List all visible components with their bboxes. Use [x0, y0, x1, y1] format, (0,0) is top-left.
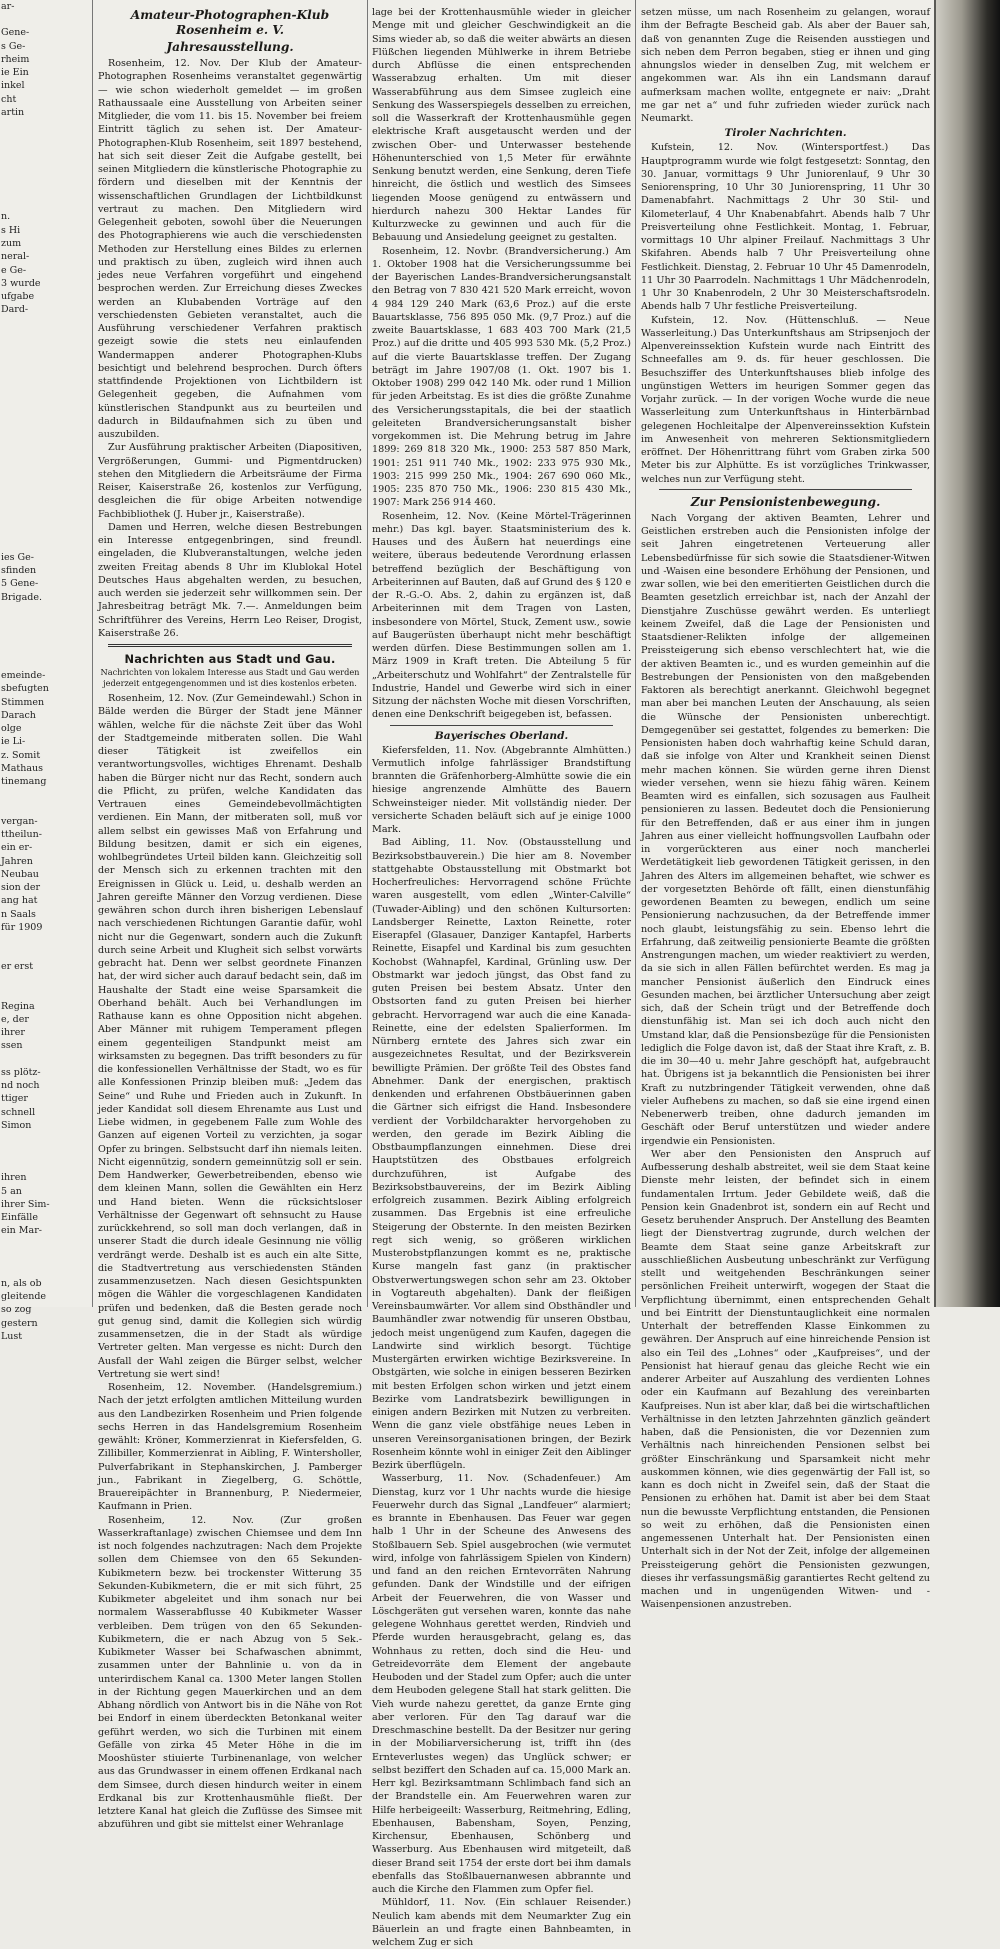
strip-line [0, 1145, 56, 1158]
strip-line [0, 512, 56, 525]
strip-line: 3 wurde [1, 277, 41, 289]
strip-line: ies Ge- [1, 551, 34, 563]
strip-line [0, 1158, 56, 1171]
article-paragraph: lage bei der Krottenhausmühle wieder in gleicher Menge mit und gleicher Geschwindigkeit an die Sims wieder ab, so daß die weiter abwärts an diesen Flüßchen liegenden Mühlwerke in ihrem Betriebe durch Abflüsse die einen entsprechenden Wasserabzug erhalten. Um mit dieser Wasserabführung aus dem Simsee zugleich eine Senkung des Wasserspiegels desselben zu erreichen, soll die Wasserkraft der Krottenhausmühle gegen elektrische Kraft ausgetauscht werden und der zwischen Ober- und Unterwasser bestehende Höhenunterschied von 1,5 Meter für erwähnte Senkung benutzt werden, eine Senkung, deren Tiefe hinreicht, die östlich und westlich des Simsees liegenden Moose genügend zu entwässern und hierdurch nahezu 300 Hektar Landes für Kulturzwecke zu gewinnen und auch für die Bebauung und Ansiedelung geeignet zu gestalten. [372, 7, 631, 244]
strip-line [0, 421, 56, 434]
strip-line: e Ge- [1, 264, 27, 276]
strip-line [0, 1251, 56, 1264]
strip-line: schnell [1, 1106, 36, 1118]
strip-line: e, der [1, 1013, 29, 1025]
section-heading: Nachrichten aus Stadt und Gau. [124, 652, 336, 666]
article-paragraph: Zur Ausführung praktischer Arbeiten (Diapositiven, Vergrößerungen, Gummi- und Pigmentdrucken) stehen den Mitgliedern die Arbeitsräume der Firma Reiser, Kaiserstraße 26, kostenlos zur Verfügung, desgleichen die für obige Arbeiten notwendige Fachbibliothek (J. Huber jr., Kaiserstraße). [98, 442, 362, 520]
strip-line: ufgabe [1, 291, 35, 303]
column-3 [641, 6, 930, 1611]
strip-line [0, 934, 56, 947]
strip-line [0, 947, 56, 960]
strip-line: so zog [1, 1304, 32, 1316]
strip-line: Einfälle [1, 1212, 38, 1224]
strip-line [0, 499, 56, 512]
column-1 [98, 6, 362, 1831]
article-paragraph: Kiefersfelden, 11. Nov. (Abgebrannte Almhütten.) Vermutlich infolge fahrlässiger Brandstiftung brannten die Gräfenhorberg-Almhütte sowie die ein hiesige angrenzende Almhütte des Bauern Schweinsteiger nieder. Mit vollständig nieder. Der versicherte Schaden beläuft sich auf je einige 1000 Mark. [372, 744, 631, 835]
strip-line: Stimmen [1, 696, 45, 708]
strip-line: olge [1, 723, 22, 735]
strip-line [0, 538, 56, 551]
strip-line [0, 171, 56, 184]
strip-line: sfinden [1, 565, 37, 577]
strip-line: n Saals [1, 908, 36, 920]
strip-line [0, 197, 56, 210]
strip-line: ttheilun- [1, 828, 42, 840]
strip-line: Simon [1, 1119, 32, 1131]
strip-line: Brigade. [1, 591, 43, 603]
strip-line: ang hat [1, 895, 38, 907]
strip-line: z. Somit [1, 749, 41, 761]
strip-line [0, 382, 56, 395]
strip-line: gleitende [1, 1291, 47, 1303]
strip-line: 5 Gene- [1, 578, 39, 590]
article-title: Amateur-Photographen-Klub Rosenheim e. V. [130, 8, 330, 37]
strip-line: rheim [1, 53, 30, 65]
article-paragraph: Damen und Herren, welche diesen Bestrebungen ein Interesse entgegenbringen, sind freundl. eingeladen, die Klubveranstaltungen, welche jeden zweiten Freitag abends 8 Uhr im Klublokal Hotel Deutsches Haus abgehalten werden, zu besuchen, auch werden sie jederzeit sehr willkommen sein. Der Jahresbeitrag beträgt Mk. 7.—. Anmeldungen beim Schriftführer des Vereins, Herrn Leo Reiser, Drogist, Kaiserstraße 26. [98, 521, 362, 639]
strip-line: Regina [1, 1000, 35, 1012]
page-edge-shadow [936, 0, 1000, 1307]
strip-line: s Ge- [1, 40, 26, 52]
strip-line [0, 408, 56, 421]
strip-line [0, 369, 56, 382]
strip-line [0, 356, 56, 369]
strip-line: Gene- [1, 27, 30, 39]
strip-line: er erst [1, 961, 34, 973]
strip-line: ihrer Sim- [1, 1198, 50, 1210]
article-paragraph: Rosenheim, 12. Nov. (Keine Mörtel-Trägerinnen mehr.) Das kgl. bayer. Staatsministerium des k. Hauses und des Äußern hat neuerdings eine weitere, überaus bedeutende Verordnung erlassen betreffend bezüglich der Beschäftigung von Arbeiterinnen auf Bauten, daß auf Grund des § 120 e der R.-G.-O. Abs. 2, dahin zu ergänzen ist, daß Arbeiterinnen mit dem Tragen von Lasten, insbesondere von Mörtel, Stuck, Zement usw., sowie auf Baugerüsten überhaupt nicht mehr beschäftigt werden dürfen. Diese Bestimmungen sollen am 1. März 1909 in Kraft treten. Die Abteilung 5 für „Arbeiterschutz und Wohlfahrt“ der Zentralstelle für Industrie, Handel und Gewerbe wird sich in einer Sitzung der nächsten Woche mit diesen Vorschriften, denen eine Denkschrift beigegeben ist, befassen. [372, 510, 631, 721]
strip-line [0, 184, 56, 197]
strip-line [0, 1053, 56, 1066]
strip-line: s Hi [1, 224, 21, 236]
strip-line [0, 617, 56, 630]
strip-line: Darach [1, 709, 36, 721]
strip-line: ein Mar- [1, 1225, 42, 1237]
strip-line [0, 434, 56, 447]
strip-line: ie Li- [1, 736, 26, 748]
strip-line: ss plötz- [1, 1066, 41, 1078]
strip-line: gestern [1, 1317, 38, 1329]
strip-line [0, 525, 56, 538]
section-note: Nachrichten von lokalem Interesse aus Stadt und Gau werden jederzeit entgegengenommen und ist dies kostenlos erbeten. [100, 667, 360, 688]
strip-line [0, 1132, 56, 1145]
strip-line: zum [1, 237, 22, 249]
strip-line: n, als ob [1, 1277, 42, 1289]
strip-line: neral- [1, 251, 30, 263]
article-paragraph: Nach Vorgang der aktiven Beamten, Lehrer und Geistlichen erstreben auch die Pensionisten infolge der seit Jahren eingetretenen Verteuerung aller Lebensbedürfnisse für sich sowie die Staatsdiener-Witwen und -Waisen eine besondere Erhöhung der Pensionen, und zwar sollen, wie bei den emeritierten Geistlichen durch die Beamten gesetzlich erreichbar ist, nach der Anzahl der Dienstjahre Zuschüsse gewährt werden. Es unterliegt keinem Zweifel, daß die Lage der Pensionisten und Staatsdiener-Relikten infolge der allgemeinen Preissteigerung sich ebenso verschlechtert hat, wie die der aktiven Beamten ic., und es wurden gemeinhin auf die Bestrebungen der Pensionisten von den maßgebenden Faktoren als berechtigt anerkannt. Gleichwohl begegnet man aber bei manchen Leuten der Anschauung, als seien die Wünsche der Pensionisten unberechtigt. Demgegenüber sei gestattet, folgendes zu bemerken: Die Pensionisten haben doch wahrhaftig keine Schuld daran, daß sie infolge von Alter und Krankheit seinen Dienst mehr machen können. Sie würden gerne ihren Dienst wieder versehen, wenn sie hiezu fähig wären. Keinem Beamten wird es einfallen, sich sozusagen aus Faulheit pensionieren zu lassen. Bedeutet doch die Pensionierung für den Betreffenden, daß er aus einer ihm in jungen Jahren aus einer vielleicht hoffnungsvollen Laufbahn oder in vorgerückteren aus einer noch mancherlei Werdetätigkeit lieb gewordenen Tätigkeit gerissen, in den Jahren des Alters im allgemeinen behaftet, wie schwer es der vorgesetzten Behörde oft fällt, einen dienstunfähig gewordenen Beamten zu bewegen, endlich um seine Pensionierung nachzusuchen, da der Betreffende immer noch glaubt, leistungsfähig zu sein. Ebenso lehrt die Erfahrung, daß zeitweilig pensionierte Beamte die größten Anstrengungen machen, um wieder reaktiviert zu werden, da sie sich in allen Fällen befürchtet werden. Es mag ja mancher Pensionist äußerlich den Eindruck eines Gesunden machen, bei ärztlicher Untersuchung aber zeigt sich, daß der Schein trügt und der Betreffende doch dienstunfähig ist. Man sei ich doch auch nicht den Umstand klar, daß die Pensionsbezüge für die Pensionisten lediglich die Folge davon ist, daß der Staat ihre Kraft, z. B. die im 30—40 u. mehr Jahre geschöpft hat, aufgebraucht hat. Übrigens ist ja bekanntlich die Pensionisten bei ihrer Kraft zu nutzbringender Tätigkeit verwenden, ohne daß vieler Aufhebens zu machen, so daß sie eine irgend einen Nebenerwerb treiben, ohne dadurch jemanden im Geschäft oder Beruf unterstützen und wieder andere irgendwie ein Pensionisten. [641, 512, 930, 1147]
strip-line [0, 974, 56, 987]
strip-line [0, 330, 56, 343]
section-heading: Zur Pensionistenbewegung. [690, 494, 881, 509]
strip-line: tinemang [1, 776, 47, 788]
strip-line [0, 987, 56, 1000]
strip-line: Lust [1, 1330, 23, 1342]
strip-line: ihren [1, 1172, 27, 1184]
strip-line: vergan- [1, 815, 38, 827]
strip-line: ein er- [1, 842, 33, 854]
strip-line [0, 158, 56, 171]
strip-line: 5 an [1, 1185, 22, 1197]
strip-line: Mathaus [1, 763, 43, 775]
strip-line: Neubau [1, 868, 39, 880]
article-paragraph: Kufstein, 12. Nov. (Hüttenschluß. — Neue Wasserleitung.) Das Unterkunftshaus am Stripsenjoch der Alpenvereinssektion Kufstein wurde nach Eintritt des Schneefalles am 9. ds. für heuer geschlossen. Die Besuchsziffer des Unterkunftshauses blieb infolge des ungünstigen Wetters im heurigen Sommer gegen das Vorjahr zurück. — In der vorigen Woche wurde die neue Wasserleitung zum Unterkunftshaus in Hinterbärnbad gelegenen Hochleitalpe der Alpenvereinssektion Kufstein im Anwesenheit von mehreren Sektionsmitgliedern eröffnet. Der Höhenrittrang führt vom Graben zirka 500 Meter bis zur Alphütte. Es ist vorzügliches Trinkwasser, welches nun zur Verfügung steht. [641, 314, 930, 485]
strip-line [0, 604, 56, 617]
strip-line: inkel [1, 80, 25, 92]
strip-line [0, 119, 56, 132]
article-paragraph: Rosenheim, 12. Nov. Der Klub der Amateur-Photographen Rosenheims veranstaltet gegenwärtig — wie schon wiederholt gemeldet — im großen Rathaussaale eine Ausstellung von Arbeiten seiner Mitglieder, die vom 11. bis 15. November bei freiem Eintritt täglich zu sehen ist. Der Amateur-Photographen-Klub Rosenheim, seit 1897 bestehend, hat sich seit dieser Zeit die Aufgabe gestellt, bei seinen Mitgliedern die künstlerische Photographie zu fördern und dieselben mit der Kenntnis der wissenschaftlichen Grundlagen der Lichtbildkunst vertraut zu machen. Den Mitgliedern wird Gelegenheit geboten, sowohl über die Neuerungen des Photographierens wie auch die verschiedensten Methoden zur Herstellung eines Bildes zu erlernen und praktisch zu üben, zugleich wird ihnen auch jedes neue Verfahren vorgeführt und eingehend besprochen werden. Zur Erreichung dieses Zweckes werden an Klubabenden Vorträge auf den verschiedensten Gebieten veranstaltet, auch die Ausführung verschiedener Verfahren praktisch gezeigt sowie die stets neu einlaufenden Wandermappen anderer Photographen-Klubs besichtigt und belehrend besprochen. Durch öfters stattfindende Projektionen von Lichtbildern ist Gelegenheit gegeben, die Aufnahmen vom künstlerischen Standpunkt aus zu beurteilen und dadurch in Bildaufnahmen sich zu üben und auszubilden. [98, 58, 362, 440]
strip-line [0, 460, 56, 473]
article-paragraph: Wer aber den Pensionisten den Anspruch auf Aufbesserung deshalb abstreitet, weil sie dem Staat keine Dienste mehr leisten, der befindet sich in einem fundamentalen Irrtum. Jeder Gebildete weiß, daß die Pension kein Gnadenbrot ist, sondern ein auf Recht und Gesetz beruhender Anspruch. Der Anstellung des Beamten liegt der Dienstvertrag zugrunde, durch welchen der Beamte dem Staat seine ganze Arbeitskraft zur ausschließlichen Ausbeutung unbeschränkt zur Verfügung stellt und weitgehenden Beschränkungen seiner persönlichen Freiheit unterwirft, wogegen der Staat die Verpflichtung übernimmt, einen entsprechenden Gehalt und bei Eintritt der Dienstuntauglichkeit eine normalen Unterhalt der betreffenden Klasse Einkommen zu gewähren. Der Anspruch auf eine hinreichende Pension ist also ein Teil des „Lohnes“ oder „Kaufpreises“, und der Pensionist hat hierauf genau das gleiche Recht wie ein anderer Arbeiter auf Auszahlung des verdienten Lohnes oder ein Kaufmann auf Bezahlung des vereinbarten Kaufpreises. Nun ist aber klar, daß bei die wirtschaftlichen Verhältnisse in den letzten Jahrzehnten gänzlich geändert haben, daß die Pensionisten, die vor Dezennien zum Verhältnis nach hinreichenden Pensionen selbst bei größter Einschränkung und Sparsamkeit nicht mehr auskommen können, wie dies gegenwärtig der Fall ist, so kann es doch nicht in Zweifel sein, daß der Staat die Pensionen zu erhöhen hat. Damit ist aber bei dem Staat nun die bewusste Verpflichtung entstanden, die Pensionen so weit zu erhöhen, daß die Pensionisten einen angemessenen Unterhalt hat. Der Pensionisten einen Unterhalt sich in der Not der Zeit, infolge der allgemeinen Preissteigerung gehört die Pensionisten gezwungen, dieses ihr verfassungsmäßig garantiertes Recht geltend zu machen und in ungenügenden Witwen- und -Waisenpensionen anzustreben. [641, 1148, 930, 1611]
article-paragraph: Wasserburg, 11. Nov. (Schadenfeuer.) Am Dienstag, kurz vor 1 Uhr nachts wurde die hiesige Feuerwehr durch das Signal „Landfeuer“ alarmiert; es brannte in Ebenhausen. Das Feuer war gegen halb 1 Uhr in der Scheune des Anwesens des Stoßlbauern Seb. Spiel ausgebrochen (wie vermutet wird, infolge von fahrlässigem Spielen von Kindern) und fand an den reichen Erntevorräten Nahrung gefunden. Dank der Windstille und der eifrigen Arbeit der Feuerwehren, die von Wasser und Löschgeräten gut versehen waren, konnte das nahe gelegene Wohnhaus gerettet werden, Rindvieh und Pferde wurden herausgebracht, gelang es, das Wohnhaus zu retten, doch sind die Heu- und Getreidevorräte dem Element der angebaute Heuboden und der Stadel zum Opfer; auch die unter dem Heuboden gelegene Stall hat stark gelitten. Die Vieh wurde nahezu gerettet, da ganze Ernte ging aber verloren. Für den Tag darauf war die Dreschmaschine bestellt. Da der Besitzer nur gering in der Mobiliarversicherung ist, trifft ihn (des Ernteverlustes wegen) das Unglück schwer; er selbst beziffert den Schaden auf ca. 15,000 Mark an. Herr kgl. Bezirksamtmann Schlimbach fand sich an der Brandstelle ein. Am Feuerwehren waren zur Hilfe herbeigeeilt: Wasserburg, Reitmehring, Edling, Ebenhausen, Babensham, Soyen, Penzing, Kirchensur, Ebenhausen, Schönberg und Wasserburg. Aus Ebenhausen wird mitgeteilt, daß dieser Brand seit 1754 der erste dort bei ihm damals ebenfalls das Stoßlbauernanwesen abbrannte und auch die Kirche den Flammen zum Opfer fiel. [372, 1473, 631, 1895]
strip-line: Dard- [1, 304, 29, 316]
section-divider [390, 725, 613, 726]
section-heading: Tiroler Nachrichten. [724, 127, 847, 140]
strip-line: cht [1, 93, 17, 105]
strip-line: ihrer [1, 1027, 25, 1039]
article-paragraph: Rosenheim, 12. Novbr. (Brandversicherung.) Am 1. Oktober 1908 hat die Versicherungssumme bei der Bayerischen Landes-Brandversicherungsanstalt den Betrag von 7 830 421 520 Mark erreicht, wovon 4 984 129 240 Mark (63,6 Proz.) auf die erste Bauartsklasse, 756 895 050 Mk. (9,7 Proz.) auf die zweite Bauartsklasse, 1 683 403 700 Mark (21,5 Proz.) auf die dritte und 405 993 530 Mk. (5,2 Proz.) auf die vierte Bauartsklasse treffen. Der Zugang beträgt im Jahre 1907/08 (1. Okt. 1907 bis 1. Oktober 1908) 299 042 140 Mk. oder rund 1 Million für jeden Arbeitstag. Es ist dies die größte Zunahme des Versicherungsstapitals, die bei der staatlich geleiteten Brandversicherungsanstalt bisher vorgekommen ist. Die Mehrung betrug im Jahre 1899: 269 818 320 Mk., 1900: 253 587 850 Mark, 1901: 251 911 740 Mk., 1902: 233 975 930 Mk., 1903: 215 999 250 Mk., 1904: 267 690 060 Mk., 1905: 235 870 750 Mk., 1906: 230 815 430 Mk., 1907: Mark 256 914 460. [372, 245, 631, 509]
article-paragraph: Rosenheim, 12. Nov. (Zur Gemeindewahl.) Schon in Bälde werden die Bürger der Stadt jene Männer wählen, welche für die nächste Zeit über das Wohl der Stadtgemeinde mitberaten sollen. Die Wahl dieser Tätigkeit ist zweifellos ein verantwortungsvolles, wichtiges Ehrenamt. Deshalb haben die Bürger nicht nur das Recht, sondern auch die Pflicht, zu prüfen, welche Kandidaten das Vertrauen eines Gemeindebevollmächtigten verdienen. Ein Mann, der mitberaten soll, muß vor allem selbst ein gewisses Maß von Erfahrung und Bildung besitzen, damit er sich ein eigenes, wohlbegründetes Urteil bilden kann. Gleichzeitig soll der Mensch sich zu erkennen trachten mit den Ereignissen in Glück u. Leid, u. deshalb werden an Jahren gereifte Männer den Vorzug verdienen. Diese gewähren schon durch ihren bisherigen Lebenslauf nach verschiedenen Richtungen Garantie dafür, wohl nicht nur die Gegenwart, sondern auch die Zukunft durch seine Arbeit und Klugheit sich selbst vorwärts gebracht hat. Denn wer selbst geordnete Finanzen hat, der wird sicher auch darauf bedacht sein, daß im Haushalte der Stadt eine weise Sparsamkeit die Oberhand behält. Auch bei Verhandlungen im Rathause kann es ohne Opposition nicht abgehen. Aber Männer mit ruhigem Temperament pflegen einem gegenteiligen Standpunkt meist am wirksamsten zu begegnen. Das trifft besonders zu für die konfessionellen Verhältnisse der Stadt, wo es für alle Konfessionen Prinzip bleiben muß: „Jedem das Seine“ und Ruhe und Frieden auch in Zukunft. In jeder Kandidat soll diesem Ehrenamte aus Lust und Liebe widmen, in gegebenem Falle zum Wohle des Ganzen auf eigenen Vorteil zu verzichten, ja sogar Opfer zu bringen. Selbstsucht darf ihn niemals leiten. Nicht eigennützig, sondern gemeinnützig soll er sein. Dem Handwerker, Gewerbetreibenden, ebenso wie dem kleinen Mann, sollen die Gewählten ein Herz und Hand bieten. Wenn die rücksichtsloser Verhältnisse der Gegenwart oft sehnsucht zu Hause zurückkehrend, so soll man doch verlangen, daß in unserer Stadt die durch ideale Gesinnung nie völlig verdrängt werde. Deshalb ist es auch ein alte Sitte, die Stadtvertretung aus verschiedensten Ständen zusammenzusetzen. Nach diesen Gesichtspunkten mögen die Wähler die vorgeschlagenen Kandidaten prüfen und bedenken, daß die Besten gerade noch gut genug sind, damit die Kollegien sich würdig zusammensetzen, die in der Stadt als würdige Vertreter gelten. Man vergesse es nicht: Durch den Ausfall der Wahl zeigen die Bürger selbst, welcher Vertretung sie wert sind! [98, 693, 362, 1380]
strip-line [0, 13, 56, 26]
strip-line: nd noch [1, 1080, 40, 1092]
strip-line: ssen [1, 1040, 23, 1052]
strip-line: emeinde- [1, 669, 46, 681]
section-heading: Bayerisches Oberland. [434, 729, 569, 742]
strip-line [0, 447, 56, 460]
strip-line [0, 395, 56, 408]
strip-line [0, 789, 56, 802]
strip-line [0, 1264, 56, 1277]
strip-line: sbefugten [1, 683, 49, 695]
article-subtitle: Jahresausstellung. [166, 40, 294, 54]
strip-line: ie Ein [1, 67, 29, 79]
strip-line [0, 643, 56, 656]
strip-line [0, 802, 56, 815]
article-paragraph: Rosenheim, 12. Nov. (Zur großen Wasserkraftanlage) zwischen Chiemsee und dem Inn ist noch folgendes nachzutragen: Nach dem Projekte sollen dem Chiemsee von den 65 Sekunden-Kubikmetern bezw. bei trockenster Witterung 35 Sekunden-Kubikmetern, die er mit sich führt, 25 Kubikmeter abgeleitet und ihm sonach nur bei normalem Wasserabflusse 40 Kubikmeter Wasser verbleiben. Dem trügen von den 65 Sekunden-Kubikmetern, die er nach Abzug von 5 Sek.-Kubikmeter Wasser bei Schafwaschen abnimmt, zusammen unter der Bahnlinie u. von da in unterirdischem Kanal ca. 1300 Meter langen Stollen in der Richtung gegen Mauerkirchen und an dem Abhang nördlich von Antwort bis in die Nähe von Rot bei Endorf in einem überdeckten Betonkanal weiter geführt werden, wo sich die Turbinen mit einem Gefälle von zirka 45 Meter Höhe in die im Mooshüster stiuierte Turbinenanlage, von welcher aus das Grundwasser in einem offenen Erdkanal nach dem Simsee, durch diesen hindurch weiter in einem Erdkanal bis zur Krottenhausmühle fließt. Der letztere Kanal hat gleich die Zuflüsse des Simsee mit abzuführen und gibt sie mittelst einer Wehranlage [98, 1514, 362, 1831]
strip-line [0, 343, 56, 356]
strip-line [0, 630, 56, 643]
strip-line [0, 132, 56, 145]
left-adjacent-page-strip [0, 0, 56, 1342]
column-rule-1 [367, 0, 368, 1307]
strip-line [0, 317, 56, 330]
column-rule-left [92, 0, 93, 1307]
article-paragraph: Rosenheim, 12. November. (Handelsgremium.) Nach der jetzt erfolgten amtlichen Mitteilung wurden aus den Landbezirken Rosenheim und Prien folgende sechs Herren in das Handelsgremium Rosenheim gewählt: Kröner, Kommerzienrat in Kiefersfelden, G. Zillibiller, Kommerzienrat in Aibling, F. Wintersholler, Pulverfabrikant in Stephanskirchen, J. Pamberger jun., Fabrikant in Ziegelberg, G. Schöttle, Brauereipächter in Brannenburg, P. Niedermeier, Kaufmann in Prien. [98, 1382, 362, 1513]
strip-line: artin [1, 107, 25, 119]
column-rule-2 [635, 0, 636, 1307]
strip-line: ttiger [1, 1093, 28, 1105]
strip-line: für 1909 [1, 921, 43, 933]
strip-line [0, 486, 56, 499]
section-divider [108, 644, 352, 647]
section-divider [659, 489, 912, 490]
strip-line: n. [1, 211, 11, 223]
strip-line: Jahren [1, 855, 33, 867]
strip-line: sion der [1, 882, 41, 894]
strip-line [0, 473, 56, 486]
article-paragraph: setzen müsse, um nach Rosenheim zu gelangen, worauf ihm der Befragte Bescheid gab. Als aber der Bauer sah, daß von genannten Zuge die Reisenden ausstiegen und sich neben dem Perron begaben, stieg er ihnen und ging ahnungslos wieder in denselben Zug, mit welchem er angekommen war. Als ihn ein Landsmann darauf aufmerksam machen wollte, entgegnete er naiv: „Draht me gar net a“ und fuhr zufrieden wieder zurück nach Neumarkt. [641, 7, 930, 124]
strip-line [0, 1238, 56, 1251]
article-paragraph: Kufstein, 12. Nov. (Wintersportfest.) Das Hauptprogramm wurde wie folgt festgesetzt: Sonntag, den 30. Januar, vormittags 9 Uhr Juniorenlauf, 9 Uhr 30 Seniorenspring, 10 Uhr 30 Juniorenspring, 11 Uhr 30 Damenabfahrt. Nachmittags 2 Uhr 30 Stil- und Kilometerlauf, 4 Uhr Knabenabfahrt. Abends halb 7 Uhr Preisverteilung ohne Festlichkeit. Montag, 1. Februar, vormittags 10 Uhr alpiner Freilauf. Nachmittags 3 Uhr Skifahren. Abends halb 7 Uhr Preisverteilung ohne Festlichkeit. Dienstag, 2. Februar 10 Uhr 45 Damenrodeln, 11 Uhr 30 Paarrodeln. Nachmittags 1 Uhr Mädchenrodeln, 1 Uhr 30 Knabenrodeln, 2 Uhr 30 Meisterschaftsrodeln. Abends halb 7 Uhr festliche Preisverteilung. [641, 142, 930, 313]
article-paragraph: Mühldorf, 11. Nov. (Ein schlauer Reisender.) Neulich kam abends mit dem Neumarkter Zug ein Bäuerlein an und fragte einen Bahnbeamten, in welchem Zug er sich [372, 1897, 631, 1948]
strip-line [0, 656, 56, 669]
column-2 [372, 6, 631, 1948]
strip-line [0, 145, 56, 158]
strip-line: ar- [1, 1, 15, 12]
article-paragraph: Bad Aibling, 11. Nov. (Obstausstellung und Bezirksobstbauverein.) Die hier am 8. November stattgehabte Obstausstellung mit Obstmarkt bot Hocherfreuliches: Hervorragend schöne Früchte waren ausgestellt, vom edlen „Winter-Calville“ (Tuwader-Aibling) und den schönen Kultursorten: Landsberger Reinette, Laxton Reinette, roter Eiserapfel (Glasauer, Danziger Kantapfel, Harberts Reinette, Eisapfel und Kardinal bis zum gesuchten Kochobst (Wahnapfel, Kardinal, Grünling usw. Der Obstmarkt war jedoch jüngst, das Obst fand zu guten Preisen bei bestem Absatz. Unter den Obstsorten fand zu guten Preisen bei hierher gebracht. Hervorragend war auch die eine Kanada-Reinette, eine der edelsten Spalierformen. Im Nürnberg erntete des Jahres sich zwar ein ausgezeichnetes Resultat, und der Bezirksverein bewilligte Prämien. Der größte Teil des Obstes fand Abnehmer. Dank der energischen, praktisch denkenden und erfahrenen Obstbäuerinnen gaben die Gärtner sich eifrigst die Hand. Insbesondere verdient der Vorbildcharakter hervorgehoben zu werden, den gerade im Bezirk Aibling die Obstbaumpflanzungen einnehmen. Diese drei Hauptstützen des Obstbaues erfolgreich durchzuführen, ist Aufgabe des Bezirksobstbauvereins, der im Bezirk Aibling erfolgreich zusammen. Bezirk Aibling erfolgreich zusammen. Das Ergebnis ist eine erfreuliche Steigerung der Obsternte. In den meisten Bezirken regt sich wenig, so größeren wirklichen Musterobstpflanzungen kommt es ne, praktische Kurse mangeln fast ganz (in praktischer Obstverwertungswegen schon sehr am 23. Oktober in Vogtareuth abgehalten). Dank der fleißigen Vereinsbaumwärter. Vor allem sind Obsthändler und Baumhändler zwar notwendig für unseren Obstbau, jedoch meist ungenügend zum Kaufen, dagegen die Landwirte sind wirklich besorgt. Tüchtige Mustergärten erwirken wichtige Bezirksvereine. In Obstgärten, wie solche in einigen besseren Bezirken mit besten Erfolgen schon wirken und jetzt einem Bezirke vom Landratsbezirk bewilligungen in einigen andern Bezirken mit Nutzen zu verbreiten. Wenn die ganz viele obstfähige neues Leben in unseren Vereinsorganisationen bringen, der Bezirk Rosenheim könnte wohl in einiger Zeit den Aiblinger Bezirk überflügeln. [372, 837, 631, 1471]
